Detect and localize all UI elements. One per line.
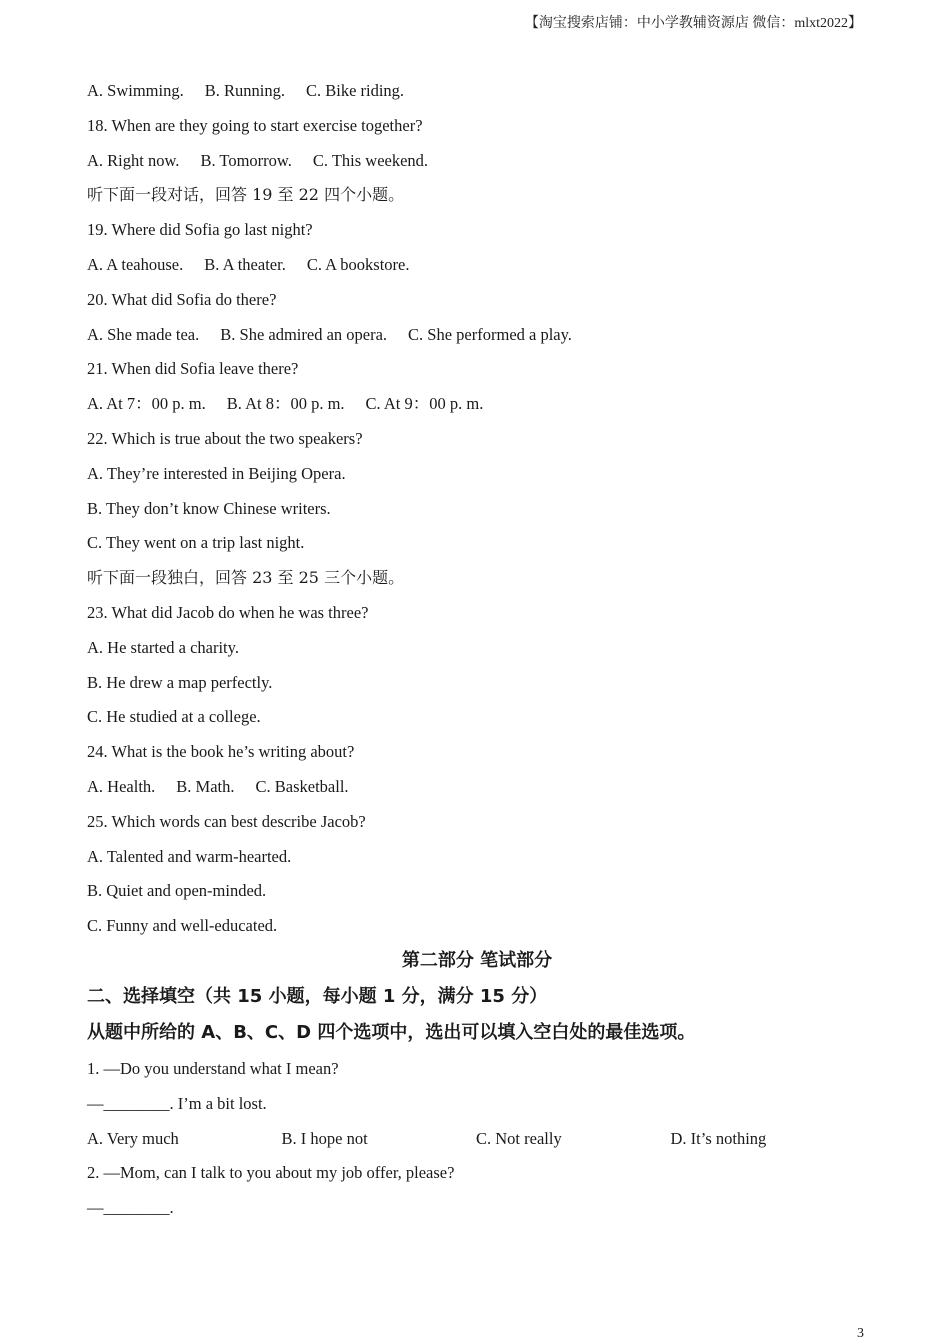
options-line [87, 148, 867, 183]
option-b: B. I hope not [281, 1128, 368, 1148]
text-line: B. They don’t know Chinese writers. [87, 498, 331, 518]
options-line [87, 774, 867, 809]
text-line: 19. Where did Sofia go last night? [87, 220, 313, 240]
option: C. Bike riding. [305, 81, 405, 100]
document-body [87, 78, 867, 1230]
option: C. A bookstore. [306, 254, 410, 274]
part1-lines [87, 78, 867, 948]
options-line [87, 391, 867, 426]
text-line: A. They’re interested in Beijing Opera. [87, 463, 346, 483]
option-a: A. Very much [87, 1128, 179, 1148]
section-instruction: 从题中所给的 A、B、C、D 四个选项中，选出可以填入空白处的最佳选项。 [87, 1021, 696, 1043]
page-header: 【淘宝搜索店铺：中小学教辅资源店 微信：mlxt2022】 [524, 16, 862, 31]
text-line: 22. Which is true about the two speakers? [87, 428, 363, 448]
question-2-reply: —________. [87, 1198, 174, 1218]
option: A. At 7：00 p. m. [87, 394, 206, 414]
question-2-prompt: 2. —Mom, can I talk to you about my job offer, please? [87, 1163, 455, 1183]
option: B. A theater. [204, 254, 286, 274]
option: C. She performed a play. [408, 324, 572, 344]
option: C. This weekend. [312, 150, 429, 170]
options-line [87, 78, 867, 113]
option: A. Right now. [87, 150, 180, 170]
option: A. Swimming. [87, 81, 184, 100]
option: B. At 8：00 p. m. [226, 394, 345, 414]
option: A. Health. [87, 776, 156, 796]
question-1-options [87, 1126, 867, 1161]
text-line: C. Funny and well-educated. [87, 916, 278, 936]
question-1-prompt: 1. —Do you understand what I mean? [87, 1058, 339, 1078]
option: B. She admired an opera. [220, 324, 388, 344]
text-line: A. Talented and warm-hearted. [87, 846, 292, 866]
text-line: C. He studied at a college. [87, 707, 261, 727]
text-line: 23. What did Jacob do when he was three? [87, 602, 369, 622]
option-c: C. Not really [476, 1128, 562, 1148]
part2-title: 第二部分 笔试部分 [401, 949, 553, 971]
text-line: 24. What is the book he’s writing about? [87, 742, 355, 762]
option: A. She made tea. [87, 324, 200, 344]
option: C. Basketball. [255, 776, 349, 796]
question-1-reply: —________. I’m a bit lost. [87, 1093, 267, 1113]
text-line: C. They went on a trip last night. [87, 533, 305, 553]
text-line: 18. When are they going to start exercise together? [87, 115, 423, 135]
text-line: 20. What did Sofia do there? [87, 289, 277, 309]
option-d: D. It’s nothing [670, 1128, 767, 1148]
text-line: 25. Which words can best describe Jacob? [87, 811, 366, 831]
option: B. Running. [204, 81, 285, 100]
text-line: 21. When did Sofia leave there? [87, 359, 299, 379]
option: B. Tomorrow. [200, 150, 292, 170]
option: A. A teahouse. [87, 254, 184, 274]
listening-instruction: 听下面一段独白，回答 23 至 25 三个小题。 [87, 568, 405, 588]
text-line: B. Quiet and open-minded. [87, 881, 267, 901]
text-line: A. He started a charity. [87, 637, 239, 657]
text-line: B. He drew a map perfectly. [87, 672, 273, 692]
option: C. At 9：00 p. m. [365, 394, 484, 414]
option: B. Math. [176, 776, 235, 796]
section-heading: 二、选择填空（共 15 小题，每小题 1 分，满分 15 分） [87, 985, 548, 1007]
listening-instruction: 听下面一段对话，回答 19 至 22 四个小题。 [87, 185, 405, 205]
options-line [87, 322, 867, 357]
options-line [87, 252, 867, 287]
page-number: 3 [857, 1326, 864, 1341]
